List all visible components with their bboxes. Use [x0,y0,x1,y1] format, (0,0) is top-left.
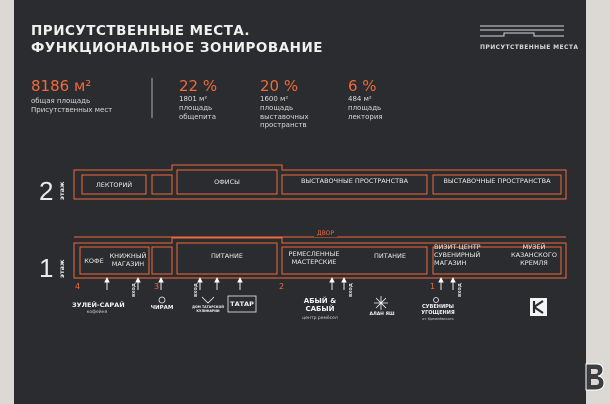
brand-abyy-sabyy: АБЫЙ & САБЫЙ [303,297,337,313]
stat-lecture-area: 484 м² [348,95,372,103]
brand-abyy-sabyy-sub: центр ремёсел [302,316,338,321]
courtyard-label: ДВОР [314,230,337,237]
chiram-icon [159,297,165,303]
kulinaria-icon [202,297,214,303]
floor-1-number: 1 [39,253,54,283]
page-title-line2: ФУНКЦИОНАЛЬНОЕ ЗОНИРОВАНИЕ [31,40,323,56]
floor-1-label: этаж [58,259,66,278]
stat-food-area: 1801 м² [179,95,208,103]
entrance-number-3: 3 [154,282,160,291]
zone-food-1: ПИТАНИЕ [210,252,244,260]
stat-total-area-value: 8186 м² [31,77,92,95]
suvenir-icon [434,298,439,303]
stat-food-percent: 22 % [179,77,218,95]
stat-total-area-label: общая площадь Присутственных мест [31,97,113,114]
brand-zuley-saray-sub: кофейня [86,310,108,315]
zone-crafts: РЕМЕСЛЕННЫЕ МАСТЕРСКИЕ [288,250,340,266]
stat-exhibit-area: 1600 м² [260,95,289,103]
zone-bookshop: КНИЖНЫЙ МАГАЗИН [109,252,147,268]
entrance-label-4: вход [131,283,137,297]
zone-food-2: ПИТАНИЕ [373,252,407,260]
floor-2-number: 2 [39,176,54,206]
zone-offices: ОФИСЫ [214,178,240,186]
entrance-label-2: вход [348,283,354,297]
brand-suveniry-sub: от Кремлёвского [422,317,454,321]
brand-tatar: ТАТАР [230,300,254,308]
stat-food-label: площадь общепита [179,104,216,121]
floor-plan-lines [14,0,586,404]
brand-b-icon [584,362,606,392]
zone-lectorium: ЛЕКТОРИЙ [95,181,133,189]
logo-mark-icon [480,26,564,36]
entrance-label-3: вход [193,283,199,297]
zone-exhibition-1: ВЫСТАВОЧНЫЕ ПРОСТРАНСТВА [300,177,409,185]
zone-kremlin-museum: МУЗЕЙ КАЗАНСКОГО КРЕМЛЯ [511,243,557,267]
alan-yash-icon [374,296,388,310]
entrance-number-2: 2 [279,282,285,291]
stat-exhibit-label: площадь выставочных пространств [260,104,309,129]
entrance-label-1: вход [457,283,463,297]
logo-caption: ПРИСУТСТВЕННЫЕ МЕСТА [480,44,579,51]
zone-coffee: КОФЕ [84,257,104,265]
brand-alan-yash: АЛАН ЯШ [369,312,395,317]
zone-visit-center: ВИЗИТ-ЦЕНТР СУВЕНИРНЫЙ МАГАЗИН [434,243,481,267]
entrance-number-1: 1 [430,282,436,291]
brand-zuley-saray: ЗУЛЕЙ-САРАЙ [72,301,125,309]
page-title-line1: ПРИСУТСТВЕННЫЕ МЕСТА. [31,23,250,39]
entrance-number-4: 4 [75,282,81,291]
kremlin-museum-icon [530,298,547,316]
stat-exhibit-percent: 20 % [260,77,299,95]
brand-suveniry: СУВЕНИРЫ УГОЩЕНИЯ [421,304,455,316]
info-board [14,0,586,404]
floor-2-label: этаж [58,181,66,200]
brand-chiram: ЧИРАМ [150,305,174,311]
brand-kulinaria: ДОМ ТАТАРСКОЙ КУЛИНАРИИ [192,305,224,313]
stat-lecture-percent: 6 % [348,77,377,95]
stat-lecture-label: площадь лектория [348,104,383,121]
zone-exhibition-2: ВЫСТАВОЧНЫЕ ПРОСТРАНСТВА [443,177,551,185]
